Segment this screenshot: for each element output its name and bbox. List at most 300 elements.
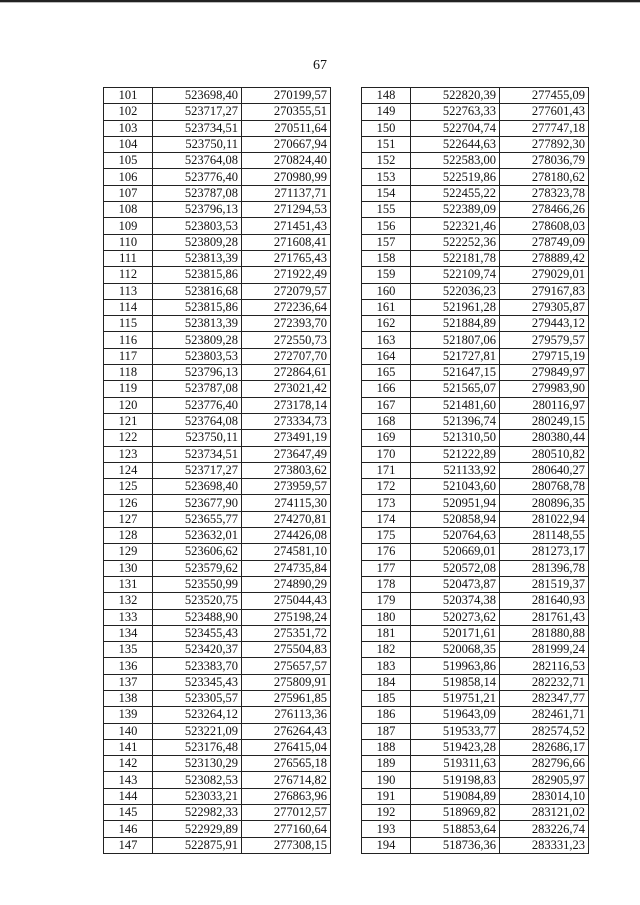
x-coordinate-cell: 523264,12 (153, 707, 242, 723)
point-number-cell: 108 (104, 202, 153, 218)
y-coordinate-cell: 271765,43 (242, 250, 331, 266)
table-row (362, 153, 589, 169)
y-coordinate-cell: 271294,53 (242, 202, 331, 218)
y-coordinate-cell: 270511,64 (242, 120, 331, 136)
y-coordinate-cell: 277308,15 (242, 837, 331, 853)
table-row (362, 120, 589, 136)
point-number-cell: 162 (362, 316, 411, 332)
table-row (362, 788, 589, 804)
x-coordinate-cell: 523082,53 (153, 772, 242, 788)
y-coordinate-cell: 276264,43 (242, 723, 331, 739)
x-coordinate-cell: 522036,23 (411, 283, 500, 299)
y-coordinate-cell: 274735,84 (242, 560, 331, 576)
table-row (362, 299, 589, 315)
table-row (104, 462, 331, 478)
x-coordinate-cell: 521043,60 (411, 479, 500, 495)
point-number-cell: 105 (104, 153, 153, 169)
x-coordinate-cell: 523033,21 (153, 788, 242, 804)
point-number-cell: 151 (362, 136, 411, 152)
y-coordinate-cell: 275961,85 (242, 690, 331, 706)
x-coordinate-cell: 523776,40 (153, 397, 242, 413)
table-row (104, 805, 331, 821)
y-coordinate-cell: 273334,73 (242, 413, 331, 429)
point-number-cell: 110 (104, 234, 153, 250)
x-coordinate-cell: 523579,62 (153, 560, 242, 576)
point-number-cell: 102 (104, 104, 153, 120)
table-row (362, 642, 589, 658)
table-row (104, 528, 331, 544)
x-coordinate-cell: 522875,91 (153, 837, 242, 853)
point-number-cell: 166 (362, 381, 411, 397)
y-coordinate-cell: 279029,01 (500, 267, 589, 283)
y-coordinate-cell: 275657,57 (242, 658, 331, 674)
y-coordinate-cell: 277601,43 (500, 104, 589, 120)
table-row (104, 185, 331, 201)
point-number-cell: 188 (362, 739, 411, 755)
table-row (104, 658, 331, 674)
x-coordinate-cell: 523305,57 (153, 690, 242, 706)
x-coordinate-cell: 519858,14 (411, 674, 500, 690)
table-row (104, 642, 331, 658)
y-coordinate-cell: 281640,93 (500, 593, 589, 609)
table-row (362, 169, 589, 185)
point-number-cell: 175 (362, 528, 411, 544)
y-coordinate-cell: 270355,51 (242, 104, 331, 120)
point-number-cell: 169 (362, 430, 411, 446)
table-row (362, 560, 589, 576)
point-number-cell: 163 (362, 332, 411, 348)
table-row (104, 381, 331, 397)
x-coordinate-cell: 522109,74 (411, 267, 500, 283)
table-row (362, 625, 589, 641)
point-number-cell: 190 (362, 772, 411, 788)
x-coordinate-cell: 522181,78 (411, 250, 500, 266)
table-row (362, 104, 589, 120)
point-number-cell: 150 (362, 120, 411, 136)
y-coordinate-cell: 278608,03 (500, 218, 589, 234)
point-number-cell: 168 (362, 413, 411, 429)
x-coordinate-cell: 520951,94 (411, 495, 500, 511)
point-number-cell: 187 (362, 723, 411, 739)
x-coordinate-cell: 522519,86 (411, 169, 500, 185)
point-number-cell: 179 (362, 593, 411, 609)
point-number-cell: 126 (104, 495, 153, 511)
y-coordinate-cell: 282116,53 (500, 658, 589, 674)
table-row (362, 316, 589, 332)
x-coordinate-cell: 523717,27 (153, 462, 242, 478)
x-coordinate-cell: 523488,90 (153, 609, 242, 625)
point-number-cell: 133 (104, 609, 153, 625)
table-row (104, 511, 331, 527)
table-row (362, 332, 589, 348)
y-coordinate-cell: 281761,43 (500, 609, 589, 625)
y-coordinate-cell: 271608,41 (242, 234, 331, 250)
x-coordinate-cell: 523787,08 (153, 381, 242, 397)
x-coordinate-cell: 523813,39 (153, 250, 242, 266)
point-number-cell: 167 (362, 397, 411, 413)
y-coordinate-cell: 279167,83 (500, 283, 589, 299)
y-coordinate-cell: 279715,19 (500, 348, 589, 364)
x-coordinate-cell: 521884,89 (411, 316, 500, 332)
x-coordinate-cell: 520858,94 (411, 511, 500, 527)
table-row (362, 739, 589, 755)
point-number-cell: 180 (362, 609, 411, 625)
table-row (104, 625, 331, 641)
y-coordinate-cell: 280768,78 (500, 479, 589, 495)
point-number-cell: 114 (104, 299, 153, 315)
table-row (362, 593, 589, 609)
x-coordinate-cell: 521647,15 (411, 365, 500, 381)
table-row (362, 609, 589, 625)
y-coordinate-cell: 276415,04 (242, 739, 331, 755)
point-number-cell: 119 (104, 381, 153, 397)
x-coordinate-cell: 521565,07 (411, 381, 500, 397)
x-coordinate-cell: 522644,63 (411, 136, 500, 152)
x-coordinate-cell: 522321,46 (411, 218, 500, 234)
point-number-cell: 183 (362, 658, 411, 674)
table-row (104, 169, 331, 185)
x-coordinate-cell: 521727,81 (411, 348, 500, 364)
point-number-cell: 186 (362, 707, 411, 723)
point-number-cell: 124 (104, 462, 153, 478)
table-row (362, 805, 589, 821)
x-coordinate-cell: 523130,29 (153, 756, 242, 772)
table-row (362, 756, 589, 772)
point-number-cell: 103 (104, 120, 153, 136)
y-coordinate-cell: 276113,36 (242, 707, 331, 723)
x-coordinate-cell: 523764,08 (153, 413, 242, 429)
point-number-cell: 184 (362, 674, 411, 690)
table-row (104, 299, 331, 315)
point-number-cell: 182 (362, 642, 411, 658)
table-body (362, 88, 589, 854)
y-coordinate-cell: 279305,87 (500, 299, 589, 315)
table-row (104, 365, 331, 381)
x-coordinate-cell: 523734,51 (153, 120, 242, 136)
table-row (362, 381, 589, 397)
x-coordinate-cell: 521396,74 (411, 413, 500, 429)
y-coordinate-cell: 272864,61 (242, 365, 331, 381)
x-coordinate-cell: 522583,00 (411, 153, 500, 169)
x-coordinate-cell: 521807,06 (411, 332, 500, 348)
y-coordinate-cell: 275044,43 (242, 593, 331, 609)
y-coordinate-cell: 270980,99 (242, 169, 331, 185)
y-coordinate-cell: 278749,09 (500, 234, 589, 250)
y-coordinate-cell: 270199,57 (242, 88, 331, 104)
point-number-cell: 158 (362, 250, 411, 266)
y-coordinate-cell: 279443,12 (500, 316, 589, 332)
point-number-cell: 189 (362, 756, 411, 772)
y-coordinate-cell: 281880,88 (500, 625, 589, 641)
x-coordinate-cell: 523796,13 (153, 365, 242, 381)
y-coordinate-cell: 280510,82 (500, 446, 589, 462)
table-row (104, 104, 331, 120)
point-number-cell: 192 (362, 805, 411, 821)
y-coordinate-cell: 272079,57 (242, 283, 331, 299)
x-coordinate-cell: 523550,99 (153, 576, 242, 592)
table-row (104, 120, 331, 136)
point-number-cell: 121 (104, 413, 153, 429)
y-coordinate-cell: 283014,10 (500, 788, 589, 804)
table-row (362, 234, 589, 250)
table-row (104, 332, 331, 348)
x-coordinate-cell: 521310,50 (411, 430, 500, 446)
y-coordinate-cell: 283226,74 (500, 821, 589, 837)
point-number-cell: 149 (362, 104, 411, 120)
point-number-cell: 191 (362, 788, 411, 804)
x-coordinate-cell: 522704,74 (411, 120, 500, 136)
table-row (362, 218, 589, 234)
x-coordinate-cell: 523383,70 (153, 658, 242, 674)
x-coordinate-cell: 519423,28 (411, 739, 500, 755)
y-coordinate-cell: 283121,02 (500, 805, 589, 821)
table-row (104, 739, 331, 755)
point-number-cell: 177 (362, 560, 411, 576)
point-number-cell: 159 (362, 267, 411, 283)
x-coordinate-cell: 523787,08 (153, 185, 242, 201)
table-row (104, 495, 331, 511)
y-coordinate-cell: 278889,42 (500, 250, 589, 266)
table-row (104, 430, 331, 446)
table-row (362, 365, 589, 381)
x-coordinate-cell: 522455,22 (411, 185, 500, 201)
table-row (104, 136, 331, 152)
y-coordinate-cell: 280896,35 (500, 495, 589, 511)
point-number-cell: 128 (104, 528, 153, 544)
y-coordinate-cell: 281396,78 (500, 560, 589, 576)
table-row (104, 397, 331, 413)
x-coordinate-cell: 518969,82 (411, 805, 500, 821)
table-row (362, 821, 589, 837)
point-number-cell: 106 (104, 169, 153, 185)
y-coordinate-cell: 271922,49 (242, 267, 331, 283)
x-coordinate-cell: 522820,39 (411, 88, 500, 104)
y-coordinate-cell: 270667,94 (242, 136, 331, 152)
point-number-cell: 147 (104, 837, 153, 853)
point-number-cell: 148 (362, 88, 411, 104)
y-coordinate-cell: 282905,97 (500, 772, 589, 788)
point-number-cell: 152 (362, 153, 411, 169)
point-number-cell: 154 (362, 185, 411, 201)
x-coordinate-cell: 523815,86 (153, 299, 242, 315)
table-row (362, 658, 589, 674)
point-number-cell: 178 (362, 576, 411, 592)
point-number-cell: 141 (104, 739, 153, 755)
point-number-cell: 140 (104, 723, 153, 739)
point-number-cell: 143 (104, 772, 153, 788)
table-row (104, 544, 331, 560)
y-coordinate-cell: 273491,19 (242, 430, 331, 446)
point-number-cell: 129 (104, 544, 153, 560)
x-coordinate-cell: 523655,77 (153, 511, 242, 527)
x-coordinate-cell: 520764,63 (411, 528, 500, 544)
y-coordinate-cell: 279579,57 (500, 332, 589, 348)
point-number-cell: 142 (104, 756, 153, 772)
x-coordinate-cell: 523803,53 (153, 218, 242, 234)
point-number-cell: 122 (104, 430, 153, 446)
point-number-cell: 185 (362, 690, 411, 706)
x-coordinate-cell: 523803,53 (153, 348, 242, 364)
x-coordinate-cell: 519533,77 (411, 723, 500, 739)
table-row (362, 462, 589, 478)
point-number-cell: 156 (362, 218, 411, 234)
x-coordinate-cell: 522982,33 (153, 805, 242, 821)
table-row (362, 250, 589, 266)
x-coordinate-cell: 523717,27 (153, 104, 242, 120)
point-number-cell: 153 (362, 169, 411, 185)
x-coordinate-cell: 523776,40 (153, 169, 242, 185)
table-row (104, 88, 331, 104)
point-number-cell: 113 (104, 283, 153, 299)
x-coordinate-cell: 523176,48 (153, 739, 242, 755)
point-number-cell: 161 (362, 299, 411, 315)
table-row (104, 821, 331, 837)
table-row (362, 202, 589, 218)
y-coordinate-cell: 272236,64 (242, 299, 331, 315)
point-number-cell: 139 (104, 707, 153, 723)
table-row (362, 136, 589, 152)
y-coordinate-cell: 279849,97 (500, 365, 589, 381)
point-number-cell: 176 (362, 544, 411, 560)
x-coordinate-cell: 519751,21 (411, 690, 500, 706)
x-coordinate-cell: 520068,35 (411, 642, 500, 658)
table-row (104, 479, 331, 495)
x-coordinate-cell: 523815,86 (153, 267, 242, 283)
x-coordinate-cell: 522389,09 (411, 202, 500, 218)
x-coordinate-cell: 521133,92 (411, 462, 500, 478)
table-row (362, 413, 589, 429)
point-number-cell: 138 (104, 690, 153, 706)
point-number-cell: 171 (362, 462, 411, 478)
table-row (362, 267, 589, 283)
y-coordinate-cell: 281999,24 (500, 642, 589, 658)
table-row (362, 511, 589, 527)
y-coordinate-cell: 282232,71 (500, 674, 589, 690)
x-coordinate-cell: 523698,40 (153, 88, 242, 104)
x-coordinate-cell: 519311,63 (411, 756, 500, 772)
y-coordinate-cell: 275351,72 (242, 625, 331, 641)
point-number-cell: 111 (104, 250, 153, 266)
x-coordinate-cell: 523816,68 (153, 283, 242, 299)
x-coordinate-cell: 523345,43 (153, 674, 242, 690)
point-number-cell: 123 (104, 446, 153, 462)
x-coordinate-cell: 521222,89 (411, 446, 500, 462)
page-number: 67 (313, 58, 327, 73)
table-row (362, 348, 589, 364)
x-coordinate-cell: 523632,01 (153, 528, 242, 544)
y-coordinate-cell: 275198,24 (242, 609, 331, 625)
point-number-cell: 164 (362, 348, 411, 364)
y-coordinate-cell: 278466,26 (500, 202, 589, 218)
y-coordinate-cell: 273803,62 (242, 462, 331, 478)
point-number-cell: 101 (104, 88, 153, 104)
y-coordinate-cell: 270824,40 (242, 153, 331, 169)
y-coordinate-cell: 272550,73 (242, 332, 331, 348)
x-coordinate-cell: 522763,33 (411, 104, 500, 120)
table-row (362, 690, 589, 706)
y-coordinate-cell: 276565,18 (242, 756, 331, 772)
x-coordinate-cell: 523734,51 (153, 446, 242, 462)
x-coordinate-cell: 523677,90 (153, 495, 242, 511)
x-coordinate-cell: 520669,01 (411, 544, 500, 560)
x-coordinate-cell: 523750,11 (153, 430, 242, 446)
y-coordinate-cell: 280249,15 (500, 413, 589, 429)
table-row (362, 674, 589, 690)
x-coordinate-cell: 519084,89 (411, 788, 500, 804)
coordinates-table-right (361, 87, 589, 854)
point-number-cell: 112 (104, 267, 153, 283)
point-number-cell: 109 (104, 218, 153, 234)
table-row (362, 707, 589, 723)
table-row (362, 576, 589, 592)
table-row (104, 234, 331, 250)
y-coordinate-cell: 271451,43 (242, 218, 331, 234)
y-coordinate-cell: 273959,57 (242, 479, 331, 495)
y-coordinate-cell: 276714,82 (242, 772, 331, 788)
x-coordinate-cell: 522929,89 (153, 821, 242, 837)
y-coordinate-cell: 273021,42 (242, 381, 331, 397)
y-coordinate-cell: 280380,44 (500, 430, 589, 446)
table-row (362, 479, 589, 495)
table-row (104, 707, 331, 723)
x-coordinate-cell: 523420,37 (153, 642, 242, 658)
table-row (362, 528, 589, 544)
table-row (104, 593, 331, 609)
x-coordinate-cell: 523813,39 (153, 316, 242, 332)
y-coordinate-cell: 282461,71 (500, 707, 589, 723)
x-coordinate-cell: 523698,40 (153, 479, 242, 495)
y-coordinate-cell: 277455,09 (500, 88, 589, 104)
table-row (362, 446, 589, 462)
point-number-cell: 174 (362, 511, 411, 527)
y-coordinate-cell: 278323,78 (500, 185, 589, 201)
x-coordinate-cell: 523520,75 (153, 593, 242, 609)
table-row (104, 560, 331, 576)
table-row (362, 544, 589, 560)
point-number-cell: 146 (104, 821, 153, 837)
table-body (104, 88, 331, 854)
point-number-cell: 115 (104, 316, 153, 332)
x-coordinate-cell: 520171,61 (411, 625, 500, 641)
x-coordinate-cell: 519963,86 (411, 658, 500, 674)
table-row (362, 837, 589, 853)
y-coordinate-cell: 278180,62 (500, 169, 589, 185)
point-number-cell: 135 (104, 642, 153, 658)
point-number-cell: 131 (104, 576, 153, 592)
y-coordinate-cell: 275809,91 (242, 674, 331, 690)
table-row (362, 397, 589, 413)
y-coordinate-cell: 271137,71 (242, 185, 331, 201)
table-row (104, 837, 331, 853)
y-coordinate-cell: 272707,70 (242, 348, 331, 364)
point-number-cell: 157 (362, 234, 411, 250)
y-coordinate-cell: 282574,52 (500, 723, 589, 739)
table-row (104, 413, 331, 429)
x-coordinate-cell: 523455,43 (153, 625, 242, 641)
y-coordinate-cell: 280640,27 (500, 462, 589, 478)
x-coordinate-cell: 523750,11 (153, 136, 242, 152)
point-number-cell: 120 (104, 397, 153, 413)
point-number-cell: 181 (362, 625, 411, 641)
y-coordinate-cell: 280116,97 (500, 397, 589, 413)
point-number-cell: 127 (104, 511, 153, 527)
point-number-cell: 155 (362, 202, 411, 218)
x-coordinate-cell: 523606,62 (153, 544, 242, 560)
y-coordinate-cell: 277892,30 (500, 136, 589, 152)
table-row (104, 153, 331, 169)
x-coordinate-cell: 521481,60 (411, 397, 500, 413)
x-coordinate-cell: 523809,28 (153, 234, 242, 250)
